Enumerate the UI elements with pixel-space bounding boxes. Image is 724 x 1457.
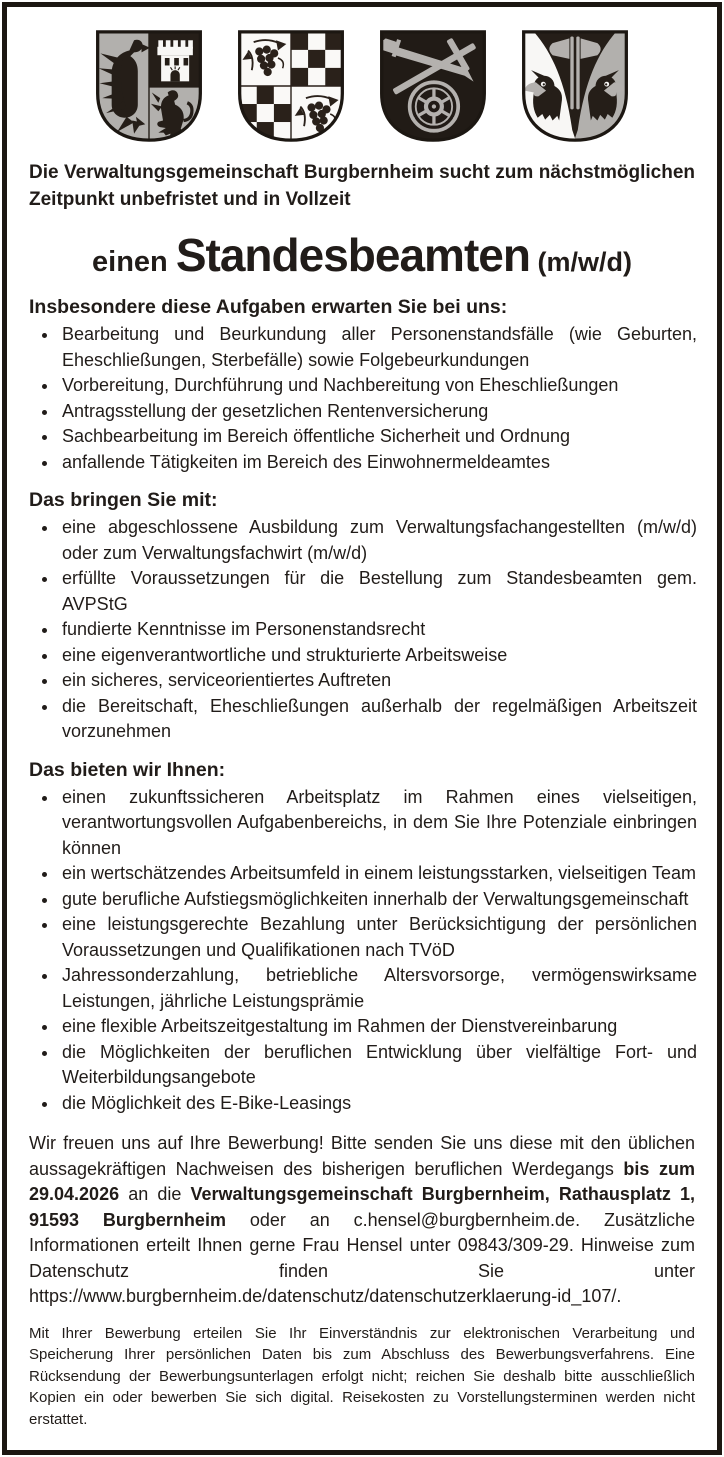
bullet-item: • Bearbeitung und Beurkundung aller Personenstandsfälle (wie Geburten, Eheschließungen, Sterbefälle) sowie Folgebeurkundungen [59,322,697,373]
axes-eagle-heads-crest-icon [519,27,631,145]
bullet-item: • ein wertschätzendes Arbeitsumfeld in einem leistungsstarken, vielseitigen Team [59,861,697,887]
bullet-item: • die Möglichkeiten der beruflichen Entwicklung über vielfältige Fort- und Weiterbildungsangebote [59,1040,697,1091]
closing-text: Wir freuen uns auf Ihre Bewerbung! Bitte senden Sie uns diese mit den üblichen aussagekräftigen Nachweisen des bisherigen beruflichen Werdegangs [29,1133,695,1179]
section-heading: Das bieten wir Ihnen: [29,758,226,781]
grapes-checkered-crest-icon [235,27,347,145]
job-title: Standesbeamten [175,229,530,281]
application-deadline: bis zum 29.04.2026 [29,1158,695,1204]
bullet-item: • eine abgeschlossene Ausbildung zum Verwaltungsfachangestellten (m/w/d) oder zum Verwaltungsfachwirt (m/w/d) [59,515,697,566]
job-title-prefix: einen [92,246,176,278]
bullet-item: • einen zukunftssicheren Arbeitsplatz im Rahmen eines vielseitigen, verantwortungsvollen Aufgabenbereichs, in dem Sie Ihre Potenziale einbringen können [59,785,697,862]
bullet-list [27,515,697,745]
bullet-item: • erfüllte Voraussetzungen für die Bestellung zum Standesbeamten gem. AVPStG [59,566,697,617]
section [27,295,697,475]
bullet-item: • eine eigenverantwortliche und strukturierte Arbeitsweise [59,643,697,669]
eagle-tower-lion-crest-icon [93,27,205,145]
closing-text: oder an [225,1209,354,1230]
bullet-item: • eine flexible Arbeitszeitgestaltung im Rahmen der Dienstvereinbarung [59,1014,697,1040]
section [27,488,697,745]
bullet-item: • die Möglichkeit des E-Bike-Leasings [59,1091,697,1117]
section [27,758,697,1117]
bullet-list [27,785,697,1117]
closing-text: . [616,1286,622,1306]
fine-print: Mit Ihrer Bewerbung erteilen Sie Ihr Einverständnis zur elektronischen Verarbeitung und Speicherung Ihrer persönlichen Daten bis zum Abschluss des Bewerbungsverfahrens. Eine Rücksendung der Bewerbungsunterlagen erfolgt nicht; reichen Sie deshalb bitte ausschließlich Kopien ein oder bewerben Sie sich digital. Reisekosten zu Vorstellungsterminen werden nicht erstattet. [29,1324,695,1428]
postal-address: Verwaltungsgemeinschaft Burgbernheim, Rathausplatz 1, 91593 Burgbernheim [29,1184,695,1230]
privacy-url: https://www.burgbernheim.de/datenschutz/datenschutzerklaerung-id_107/ [29,1286,617,1306]
contact-phone: 09843/309-29 [457,1235,569,1255]
closing-text: an die [119,1184,191,1204]
sword-wheel-crest-icon [377,27,489,145]
intro-paragraph: Die Verwaltungsgemeinschaft Burgbernheim sucht zum nächstmöglichen Zeitpunkt unbefristet und in Vollzeit [29,162,695,210]
section-heading: Das bringen Sie mit: [29,489,218,511]
bullet-item: • anfallende Tätigkeiten im Bereich des Einwohnermeldeamtes [59,450,697,476]
coat-of-arms-row [27,27,697,145]
closing-text: . Hinweise zum Datenschutz finden Sie unter [29,1235,695,1281]
bullet-item: • eine leistungsgerechte Bezahlung unter Berücksichtigung der persönlichen Voraussetzungen und Qualifikationen nach TVöD [59,912,697,963]
job-title-gender-note: (m/w/d) [529,247,632,277]
bullet-item: • Vorbereitung, Durchführung und Nachbereitung von Eheschließungen [59,373,697,399]
bullet-item: • Sachbearbeitung im Bereich öffentliche Sicherheit und Ordnung [59,424,697,450]
bullet-list [27,322,697,475]
application-email: c.hensel@burgbernheim.de [353,1209,576,1230]
bullet-item: • gute berufliche Aufstiegsmöglichkeiten innerhalb der Verwaltungsgemeinschaft [59,887,697,913]
closing-paragraph [29,1131,695,1310]
job-title-heading [27,228,697,282]
bullet-item: • Jahressonderzahlung, betriebliche Altersvorsorge, vermögenswirksame Leistungen, jährliche Leistungsprämie [59,963,697,1014]
bullet-item: • ein sicheres, serviceorientiertes Auftreten [59,668,697,694]
section-heading: Insbesondere diese Aufgaben erwarten Sie bei uns: [29,296,508,318]
bullet-item: • Antragsstellung der gesetzlichen Rentenversicherung [59,399,697,425]
sections [27,295,697,1116]
bullet-item: • fundierte Kenntnisse im Personenstandsrecht [59,617,697,643]
bullet-item: • die Bereitschaft, Eheschließungen außerhalb der regelmäßigen Arbeitszeit vorzunehmen [59,694,697,745]
closing-text: . Zusätzliche Informationen erteilt Ihnen gerne Frau Hensel unter [29,1209,695,1255]
page-border-frame [2,2,722,1455]
